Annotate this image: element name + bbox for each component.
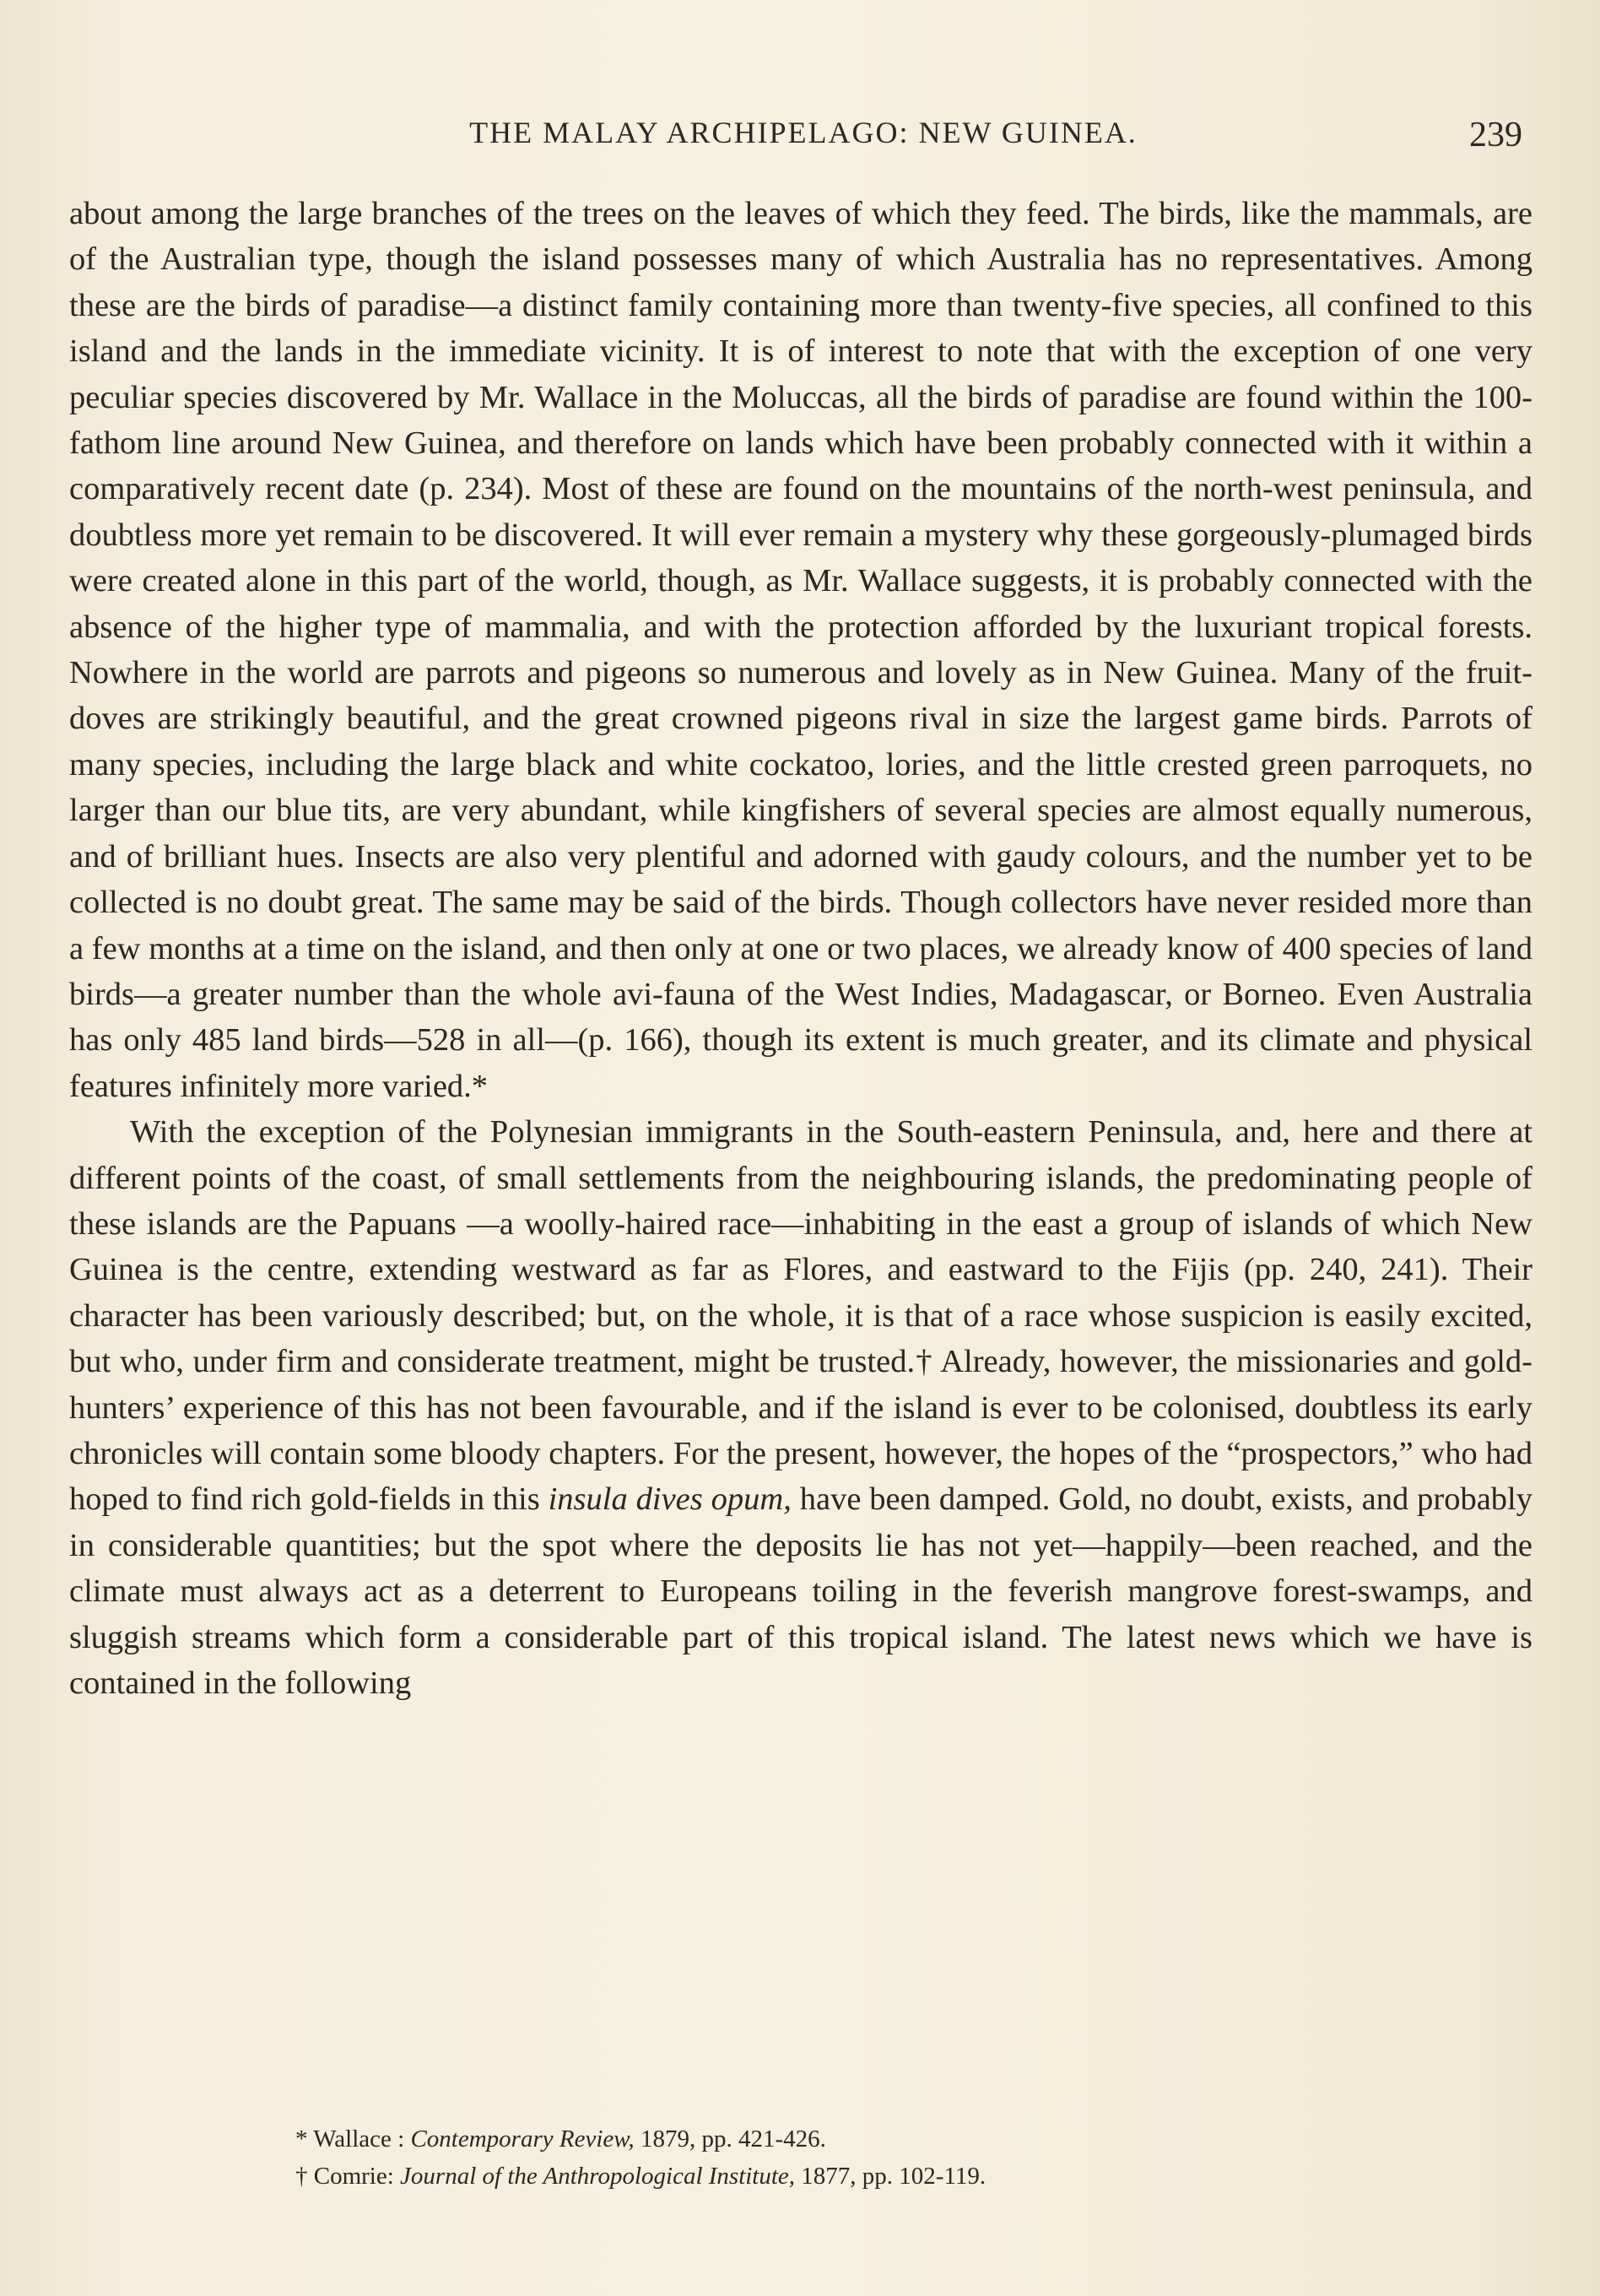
footnote-author: Wallace : <box>313 2125 405 2152</box>
footnote-marker: * <box>295 2125 308 2152</box>
footnote-comrie <box>295 2158 1392 2195</box>
body-text <box>69 191 1532 1706</box>
running-head <box>69 108 1538 159</box>
paragraph-2-text-a: With the exception of the Polynesian immigrants in the South-eastern Peninsula, and, here and there at different points of the coast, of small settlements from the neighbouring islands, the predominating people of these islands are the Papuans —a woolly-haired race—inhabiting in the east a group of islands of which New Guinea is the centre, extending westward as far as Flores, and eastward to the Fijis (pp. 240, 241). Their character has been variously described; but, on the whole, it is that of a race whose suspicion is easily excited, but who, under firm and considerate treatment, might be trusted.† Already, however, the missionaries and gold-hunters’ experience of this has not been favourable, and if the island is ever to be colonised, doubtless its early chronicles will contain some bloody chapters. For the present, however, the hopes of the “prospectors,” who had hoped to find rich gold-fields in this <box>69 1114 1532 1518</box>
paragraph-2-latin-phrase: insula dives opum, <box>548 1481 792 1518</box>
footnote-title: Contemporary Review, <box>410 2125 635 2152</box>
footnote-detail: 1879, pp. 421-426. <box>640 2125 826 2152</box>
paragraph-2-text-b: have been damped. Gold, no doubt, exists, and probably in considerable quantities; but the spot where the deposits lie has not yet—happily—been reached, and the climate must always act as a deterrent to Europeans toiling in the feverish mangrove forest-swamps, and sluggish streams which form a considerable part of this tropical island. The latest news which we have is contained in the following <box>69 1481 1533 1701</box>
paragraph-1: about among the large branches of the trees on the leaves of which they feed. The birds, like the mammals, are of the Australian type, though the island possesses many of which Australia has no representatives. Among these are the birds of paradise—a distinct family containing more than twenty-five species, all confined to this island and the lands in the immediate vicinity. It is of interest to note that with the exception of one very peculiar species discovered by Mr. Wallace in the Moluccas, all the birds of paradise are found within the 100-fathom line around New Guinea, and therefore on lands which have been probably connected with it within a comparatively recent date (p. 234). Most of these are found on the mountains of the north-west peninsula, and doubtless more yet remain to be discovered. It will ever remain a mystery why these gorgeously-plumaged birds were created alone in this part of the world, though, as Mr. Wallace suggests, it is probably connected with the absence of the higher type of mammalia, and with the protection afforded by the luxuriant tropical forests. Nowhere in the world are parrots and pigeons so numerous and lovely as in New Guinea. Many of the fruit-doves are strikingly beautiful, and the great crowned pigeons rival in size the largest game birds. Parrots of many species, including the large black and white cockatoo, lories, and the little crested green parroquets, no larger than our blue tits, are very abundant, while kingfishers of several species are almost equally numerous, and of brilliant hues. Insects are also very plentiful and adorned with gaudy colours, and the number yet to be collected is no doubt great. The same may be said of the birds. Though collectors have never resided more than a few months at a time on the island, and then only at one or two places, we already know of 400 species of land birds—a greater number than the whole avi-fauna of the West Indies, Madagascar, or Borneo. Even Australia has only 485 land birds—528 in all—(p. 166), though its extent is much greater, and its climate and physical features infinitely more varied.* <box>69 196 1532 1104</box>
footnote-author: Comrie: <box>313 2163 394 2190</box>
page-number: 239 <box>1469 116 1522 154</box>
footnote-wallace <box>295 2120 1392 2158</box>
footnote-title: Journal of the Anthropological Institute, <box>400 2163 796 2190</box>
footnote-detail: 1877, pp. 102-119. <box>801 2163 986 2190</box>
running-title: THE MALAY ARCHIPELAGO: NEW GUINEA. <box>469 116 1138 149</box>
footnotes <box>295 2120 1392 2195</box>
footnote-marker: † <box>295 2163 308 2190</box>
paragraph-2 <box>69 1109 1532 1706</box>
